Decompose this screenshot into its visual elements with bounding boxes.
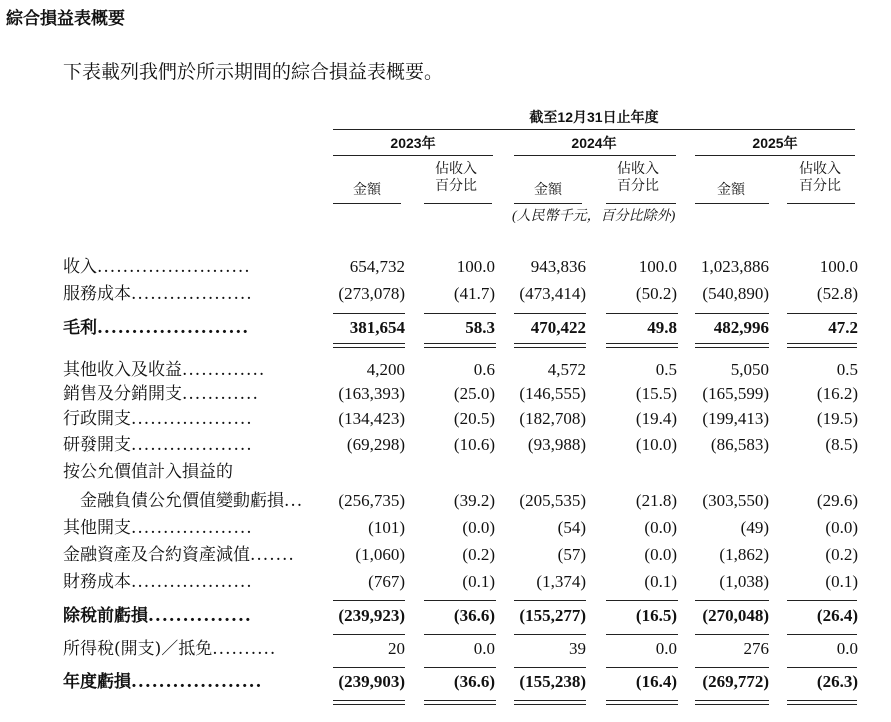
pct-label-line1: 佔收入 [617,161,659,177]
percent-cell: 0.6 [473,360,495,379]
amount-cell: 4,200 [366,360,405,379]
percent-cell: (50.2) [635,284,677,303]
dot-leader: ................... [131,572,253,592]
net-loss-double-rule [787,700,857,701]
gross-profit-double-rule [606,343,678,344]
amount-cell: (1,374) [536,572,586,591]
section-title: 綜合損益表概要 [6,9,125,29]
dot-leader: ............. [182,360,266,380]
percent-cell: (0.0) [644,518,677,537]
row-label [63,672,262,692]
percent-cell: (52.8) [816,284,858,303]
subtotal-rule [333,667,405,668]
amount-cell: 4,572 [547,360,586,379]
amount-cell: (205,535) [519,491,586,510]
amount-cell: (273,078) [338,284,405,303]
percent-cell: 0.0 [836,639,858,658]
row-label [63,606,252,626]
row-label [63,639,276,659]
net-loss-double-rule [424,700,496,701]
row-label [63,545,295,565]
percent-cell: (0.0) [825,518,858,537]
gross-profit-double-rule [333,347,405,348]
col-rule [695,203,769,204]
year-header-2024: 2024年 [571,135,617,151]
percent-cell: 49.8 [647,318,677,337]
amount-cell: 276 [743,639,769,658]
subtotal-rule [606,600,678,601]
row-label-text: 財務成本 [63,572,131,592]
amount-cell: 470,422 [530,318,586,337]
percent-cell: (41.7) [453,284,495,303]
year-rule-2025 [695,155,855,156]
pct-header-2025 [788,161,852,195]
amount-header-2025 [697,182,765,199]
row-label [63,491,303,511]
amount-cell: 482,996 [713,318,769,337]
row-label-text: 服務成本 [63,284,131,304]
row-label-text: 銷售及分銷開支 [63,384,182,404]
pct-header-2024 [606,161,670,195]
dot-leader: ....... [250,545,295,565]
row-label-text: 金融資產及合約資產減值 [63,545,250,565]
percent-cell: (26.4) [816,606,858,625]
percent-cell: (10.6) [453,435,495,454]
amount-cell: (57) [557,545,586,564]
pct-label-line2: 百分比 [617,178,659,194]
amount-cell: 5,050 [730,360,769,379]
percent-cell: 100.0 [638,257,677,276]
year-header-2023: 2023年 [390,135,436,151]
gross-profit-double-rule [514,347,586,348]
percent-cell: (15.5) [635,384,677,403]
percent-cell: (26.3) [816,672,858,691]
dot-leader: ................... [131,284,253,304]
percent-cell: (16.4) [635,672,677,691]
subtotal-rule [333,600,405,601]
net-loss-double-rule [606,700,678,701]
row-label-text: 年度虧損 [63,672,131,692]
subtotal-rule [695,600,769,601]
subtotal-rule [787,667,857,668]
col-rule [787,203,855,204]
dot-leader: ................... [131,672,263,692]
row-label-text: 行政開支 [63,409,131,429]
percent-cell: (21.8) [635,491,677,510]
amount-cell: (54) [557,518,586,537]
percent-cell: (19.5) [816,409,858,428]
dot-leader: ...................... [97,318,250,338]
row-label-text: 毛利 [63,318,97,338]
amount-cell: (199,413) [702,409,769,428]
net-loss-double-rule [514,700,586,701]
percent-cell: (0.0) [644,545,677,564]
net-loss-double-rule [424,704,496,705]
dot-leader: ... [284,491,304,511]
subtotal-rule [424,313,496,314]
amount-cell: (540,890) [702,284,769,303]
row-label-text: 所得稅(開支)／抵免 [63,639,213,659]
row-label-text: 其他開支 [63,518,131,538]
row-label [63,409,253,429]
dot-leader: ............... [148,606,252,626]
amount-cell: (1,038) [719,572,769,591]
amount-label: 金額 [353,182,381,198]
row-label [63,518,253,538]
subtotal-rule [606,634,678,635]
net-loss-double-rule [514,704,586,705]
amount-cell: (182,708) [519,409,586,428]
percent-cell: (0.1) [462,572,495,591]
subtotal-rule [787,313,857,314]
gross-profit-double-rule [606,347,678,348]
amount-cell: (86,583) [710,435,769,454]
percent-cell: (8.5) [825,435,858,454]
percent-cell: (39.2) [453,491,495,510]
row-label [63,572,253,592]
subtotal-rule [514,634,586,635]
row-label [63,257,251,277]
pct-label-line1: 佔收入 [435,161,477,177]
year-rule-2023 [333,155,493,156]
amount-cell: (69,298) [346,435,405,454]
year-header-2025: 2025年 [752,135,798,151]
percent-cell: 58.3 [465,318,495,337]
row-label [63,462,233,482]
percent-cell: (10.0) [635,435,677,454]
amount-cell: (1,060) [355,545,405,564]
pct-label-line2: 百分比 [799,178,841,194]
percent-cell: (0.2) [825,545,858,564]
row-label-text: 收入 [63,257,97,277]
amount-cell: 39 [569,639,586,658]
amount-cell: (101) [368,518,405,537]
amount-cell: (767) [368,572,405,591]
percent-cell: 0.5 [836,360,858,379]
pct-label-line2: 百分比 [435,178,477,194]
subtotal-rule [424,600,496,601]
net-loss-double-rule [606,704,678,705]
pct-label-line1: 佔收入 [799,161,841,177]
percent-cell: 0.5 [655,360,677,379]
subtotal-rule [606,667,678,668]
dot-leader: ........................ [97,257,251,277]
amount-cell: 1,023,886 [701,257,769,276]
amount-cell: 654,732 [349,257,405,276]
subtotal-rule [695,634,769,635]
amount-cell: 943,836 [530,257,586,276]
percent-cell: (16.2) [816,384,858,403]
row-label [63,284,253,304]
percent-cell: (0.2) [462,545,495,564]
amount-cell: (303,550) [702,491,769,510]
subtotal-rule [514,667,586,668]
amount-cell: (256,735) [338,491,405,510]
amount-cell: (155,277) [519,606,586,625]
net-loss-double-rule [333,704,405,705]
amount-cell: 20 [388,639,405,658]
amount-cell: (270,048) [702,606,769,625]
amount-cell: (1,862) [719,545,769,564]
subtotal-rule [424,634,496,635]
gross-profit-double-rule [695,343,769,344]
amount-cell: 381,654 [349,318,405,337]
percent-cell: 0.0 [655,639,677,658]
dot-leader: ............ [182,384,259,404]
percent-cell: 100.0 [819,257,858,276]
row-label-text: 金融負債公允價值變動虧損 [63,491,284,511]
net-loss-double-rule [695,704,769,705]
net-loss-double-rule [695,700,769,701]
gross-profit-double-rule [695,347,769,348]
row-label-text: 按公允價值計入損益的 [63,462,233,482]
amount-cell: (49) [740,518,769,537]
row-label-text: 研發開支 [63,435,131,455]
row-label [63,318,249,338]
dot-leader: ................... [131,409,253,429]
percent-cell: 47.2 [828,318,858,337]
percent-cell: (16.5) [635,606,677,625]
amount-header-2024 [516,182,580,199]
amount-header-2023 [335,182,399,199]
gross-profit-double-rule [424,347,496,348]
percent-cell: (25.0) [453,384,495,403]
year-rule-2024 [514,155,676,156]
period-rule [333,129,855,130]
row-label-text: 除稅前虧損 [63,606,148,626]
amount-label: 金額 [534,182,562,198]
dot-leader: ................... [131,518,253,538]
row-label [63,435,253,455]
percent-cell: (36.6) [453,606,495,625]
subtotal-rule [424,667,496,668]
gross-profit-double-rule [787,347,857,348]
row-label-text: 其他收入及收益 [63,360,182,380]
net-loss-double-rule [333,700,405,701]
intro-text: 下表載列我們於所示期間的綜合損益表概要。 [63,61,444,83]
col-rule [514,203,582,204]
percent-cell: (29.6) [816,491,858,510]
amount-cell: (165,599) [702,384,769,403]
subtotal-rule [606,313,678,314]
amount-cell: (134,423) [338,409,405,428]
pct-header-2023 [424,161,488,195]
row-label [63,360,265,380]
subtotal-rule [514,313,586,314]
percent-cell: (0.0) [462,518,495,537]
amount-cell: (239,903) [338,672,405,691]
amount-cell: (269,772) [702,672,769,691]
dot-leader: ................... [131,435,253,455]
gross-profit-double-rule [333,343,405,344]
percent-cell: (0.1) [825,572,858,591]
amount-cell: (473,414) [519,284,586,303]
amount-cell: (239,923) [338,606,405,625]
unit-note: (人民幣千元，百分比除外) [512,209,676,224]
net-loss-double-rule [787,704,857,705]
subtotal-rule [333,634,405,635]
dot-leader: .......... [212,639,277,659]
percent-cell: (20.5) [453,409,495,428]
percent-cell: 100.0 [456,257,495,276]
amount-cell: (93,988) [527,435,586,454]
col-rule [424,203,492,204]
subtotal-rule [695,667,769,668]
percent-cell: (0.1) [644,572,677,591]
col-rule [606,203,676,204]
subtotal-rule [514,600,586,601]
amount-cell: (163,393) [338,384,405,403]
subtotal-rule [695,313,769,314]
subtotal-rule [787,634,857,635]
col-rule [333,203,401,204]
percent-cell: 0.0 [473,639,495,658]
row-label [63,384,259,404]
gross-profit-double-rule [424,343,496,344]
amount-cell: (146,555) [519,384,586,403]
gross-profit-double-rule [787,343,857,344]
period-header: 截至12月31日止年度 [529,109,659,125]
gross-profit-double-rule [514,343,586,344]
subtotal-rule [787,600,857,601]
amount-cell: (155,238) [519,672,586,691]
percent-cell: (36.6) [453,672,495,691]
percent-cell: (19.4) [635,409,677,428]
amount-label: 金額 [717,182,745,198]
subtotal-rule [333,313,405,314]
